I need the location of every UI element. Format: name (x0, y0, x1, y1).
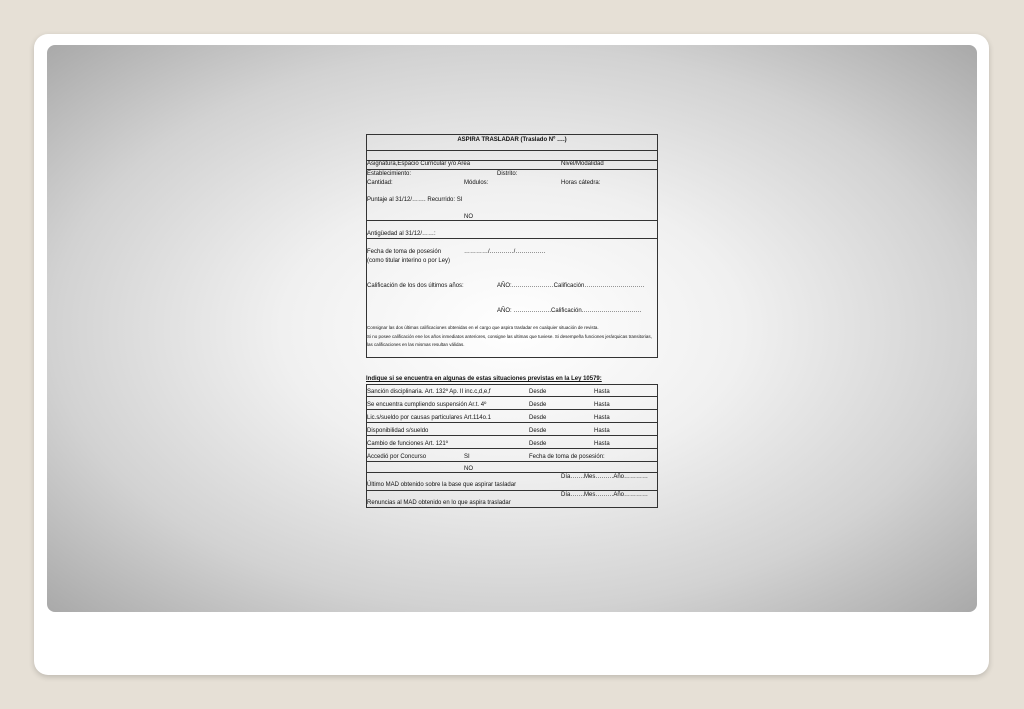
establecimiento-label: Establecimiento: (367, 171, 412, 177)
row-asignatura (367, 151, 657, 167)
renuncias-row (367, 491, 657, 507)
situacion-label: Cambio de funciones Art. 121º (367, 441, 448, 447)
row-antiguedad (367, 221, 657, 239)
como-titular-label: (como titular interino o por Ley) (367, 258, 451, 264)
transfer-form (366, 134, 658, 508)
calificacion-label: Calificación de los dos últimos años: (367, 283, 464, 289)
antiguedad-label: Antigüedad al 31/12/……: (367, 231, 436, 237)
calificacion-notes (367, 324, 657, 350)
horas-label: Horas cátedra: (561, 180, 601, 186)
situacion-row-3 (367, 410, 657, 423)
ultimo-mad-label: Último MAD obtenido sobre la base que aspirar tasladar (367, 482, 517, 488)
row-establecimiento (367, 161, 657, 177)
concurso-no-row (367, 462, 657, 473)
situacion-row-4 (367, 423, 657, 436)
renuncias-label: Renuncias al MAD obtenido en lo que aspira trasladar (367, 500, 511, 506)
block-fecha-calificacion (367, 239, 657, 357)
fecha-toma-label: Fecha de toma de posesión (367, 249, 442, 255)
ultimo-mad-fecha: Día…….Mes………Año………… (561, 474, 649, 480)
form-title: ASPIRA TRASLADAR (Traslado Nº ….) (367, 135, 657, 151)
slide-canvas (47, 45, 977, 612)
hasta-label: Hasta (594, 415, 610, 421)
concurso-fecha-label: Fecha de toma de posesión: (529, 454, 605, 460)
situacion-label: Sanción disciplinaria. Art. 132º Ap. II inc.c,d,e,f (367, 389, 491, 395)
distrito-label: Distrito: (497, 171, 518, 177)
puntaje-no: NO (464, 214, 473, 220)
hasta-label: Hasta (594, 428, 610, 434)
renuncias-fecha: Día…….Mes………Año………… (561, 492, 649, 498)
modulos-label: Módulos: (464, 180, 489, 186)
situacion-row-5 (367, 436, 657, 449)
puntaje-label: Puntaje al 31/12/……. Recurrido: SI (367, 197, 463, 203)
situaciones-heading: Indique si se encuentra en algunas de estas situaciones previstas en la Ley 10579: (366, 376, 602, 382)
situacion-label: Se encuentra cumpliendo suspensión Ar.t. 4º (367, 402, 487, 408)
desde-label: Desde (529, 415, 547, 421)
hasta-label: Hasta (594, 402, 610, 408)
hasta-label: Hasta (594, 389, 610, 395)
ultimo-mad-row (367, 473, 657, 491)
desde-label: Desde (529, 402, 547, 408)
desde-label: Desde (529, 441, 547, 447)
concurso-no: NO (464, 466, 473, 472)
fecha-toma-value: …………/…………/…………… (464, 249, 546, 255)
hasta-label: Hasta (594, 441, 610, 447)
calificacion-anio-1: AÑO:…………………Calificación………………………… (497, 283, 645, 289)
situacion-row-2 (367, 397, 657, 410)
calificacion-anio-2: AÑO: ……………….Calificación………………………… (497, 308, 642, 314)
nota-1: Consignar las dos últimas calificaciones obtenidas en el cargo que aspira trasladar en cualquier situación de revista. (367, 325, 599, 330)
desde-label: Desde (529, 428, 547, 434)
asignatura-label: Asignatura,Espacio Curricular y/o Area (367, 161, 471, 167)
situacion-label: Lic.s/sueldo por causas particulares Art.114o.1 (367, 415, 491, 421)
aspira-trasladar-box (366, 134, 658, 358)
nota-2: Si no posee calificación ene los años inmediatos anteriores, consigne las ultimas que tuviese. Si desempeña funciones jerárquicas transitorias, las calificaciones en las mismas resultan válidas. (367, 333, 652, 348)
accedio-label: Accedió por Concurso (367, 454, 427, 460)
cantidad-label: Cantidad: (367, 180, 393, 186)
nivel-label: Nivel/Modalidad (561, 161, 604, 167)
situacion-label: Disponibilidad s/sueldo (367, 428, 429, 434)
situaciones-box (366, 384, 658, 508)
desde-label: Desde (529, 389, 547, 395)
row-cantidad (367, 170, 657, 221)
concurso-row (367, 449, 657, 462)
concurso-si: SI (464, 454, 470, 460)
situacion-row-1 (367, 385, 657, 397)
